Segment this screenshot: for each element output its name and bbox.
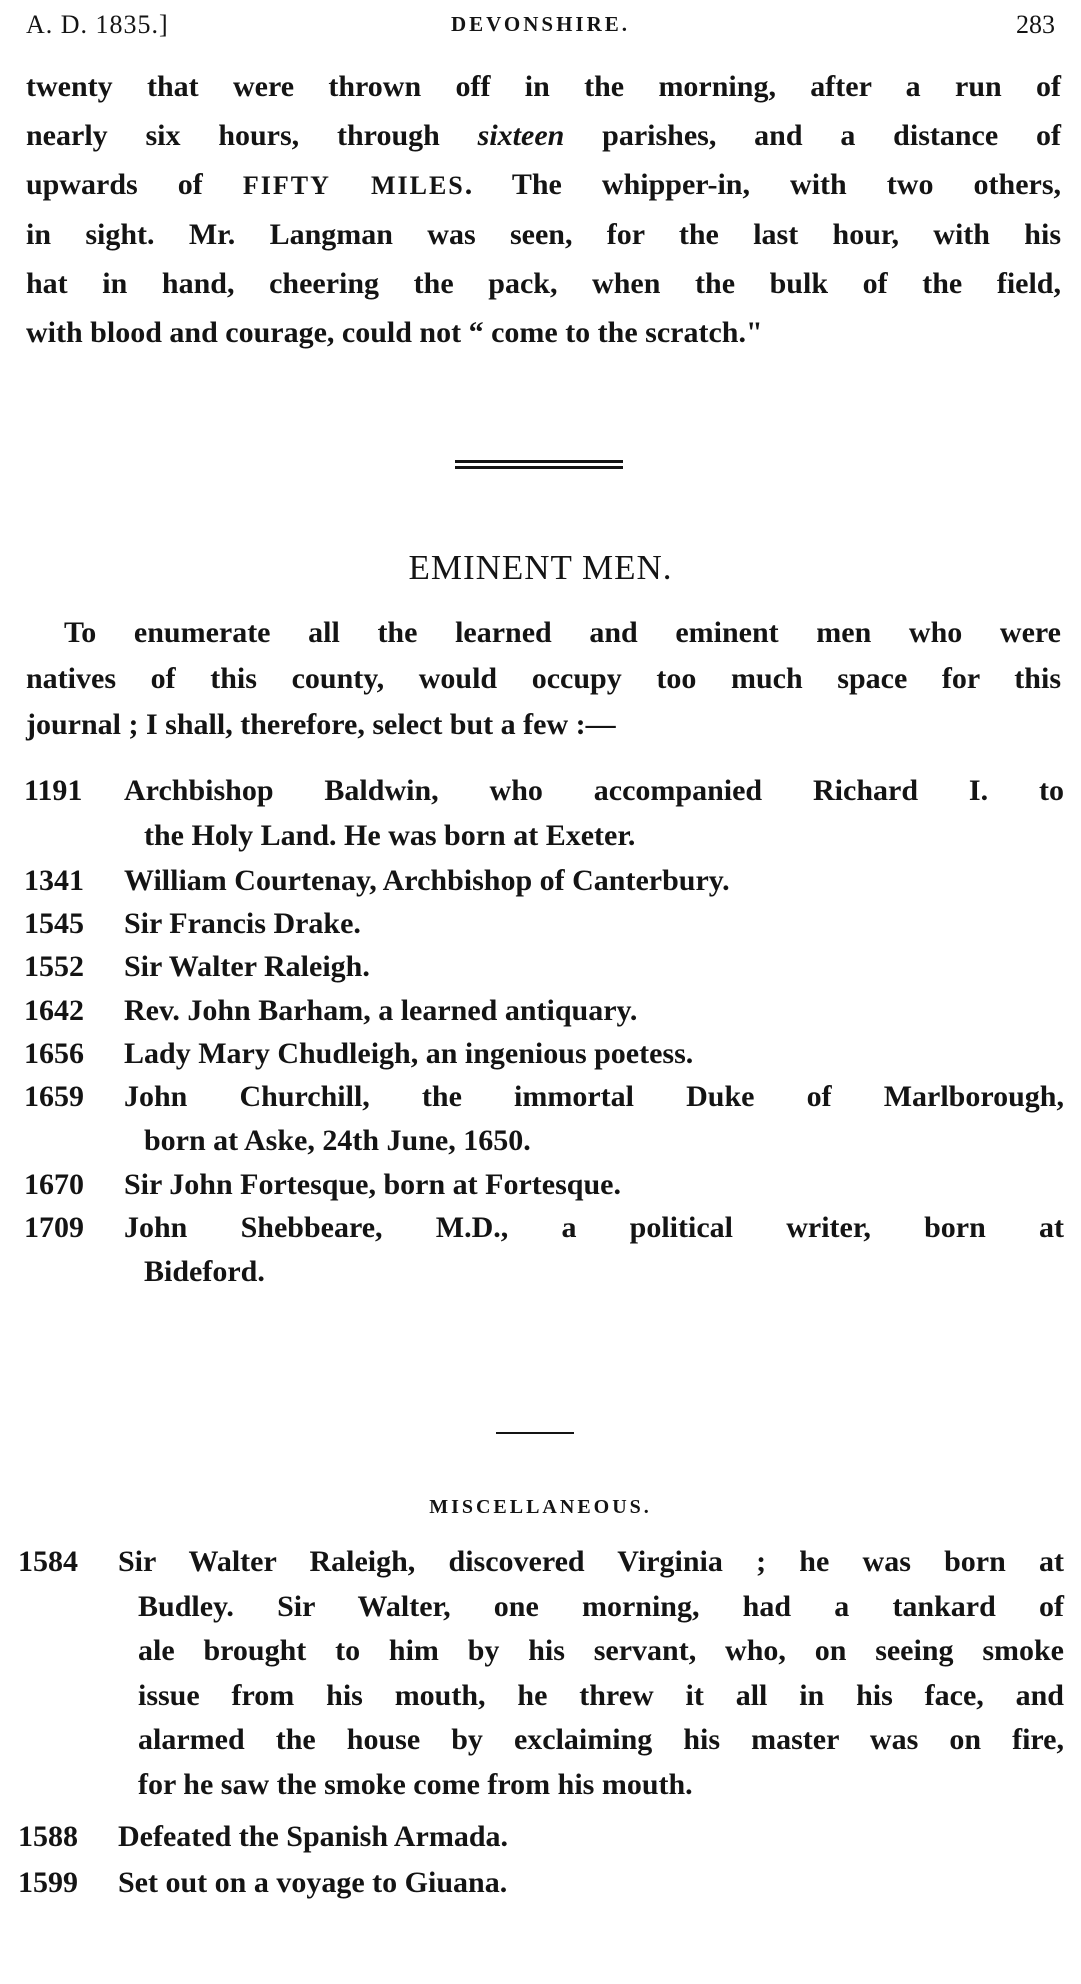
entry-text: born at Aske, 24th June, 1650. bbox=[144, 1124, 531, 1157]
list-item bbox=[24, 1163, 1064, 1206]
entry-text: Budley. Sir Walter, one morning, had a tankard of bbox=[138, 1589, 1064, 1623]
header-title: DEVONSHIRE. bbox=[450, 12, 631, 36]
list-item bbox=[24, 768, 1064, 858]
entry-year: 1552 bbox=[24, 950, 84, 983]
list-item bbox=[24, 903, 1064, 945]
paragraph-line: natives of this county, would occupy too much space for this bbox=[26, 662, 1061, 695]
list-item bbox=[24, 1032, 1064, 1075]
entry-text: Sir Walter Raleigh, discovered Virginia ; he was born at bbox=[118, 1545, 1064, 1578]
page-number: 283 bbox=[1016, 10, 1055, 39]
eminent-intro-paragraph bbox=[26, 610, 1061, 748]
list-item bbox=[24, 858, 1064, 903]
header-date: A. D. 1835.] bbox=[26, 10, 169, 39]
entry-year: 1599 bbox=[18, 1866, 78, 1899]
entry-year: 1709 bbox=[24, 1211, 84, 1244]
entry-year: 1341 bbox=[24, 864, 84, 897]
paragraph-line: hat in hand, cheering the pack, when the bulk of the field, bbox=[26, 267, 1061, 300]
paragraph-line: upwards of FIFTY MILES. The whipper-in, with two others, bbox=[26, 168, 1062, 201]
entry-year: 1642 bbox=[24, 994, 84, 1027]
entry-text: the Holy Land. He was born at Exeter. bbox=[144, 819, 636, 852]
paragraph-line: with blood and courage, could not “ come to the scratch." bbox=[26, 316, 763, 349]
entry-text: Sir Walter Raleigh. bbox=[124, 950, 370, 983]
entry-text: Archbishop Baldwin, who accompanied Richard I. to bbox=[124, 774, 1064, 807]
list-item bbox=[24, 1075, 1064, 1163]
emphasis-text: sixteen bbox=[477, 119, 565, 152]
entry-text: Bideford. bbox=[144, 1255, 265, 1288]
entry-text: Rev. John Barham, a learned antiquary. bbox=[124, 994, 638, 1027]
list-item bbox=[24, 1206, 1064, 1294]
paragraph-line: journal ; I shall, therefore, select but a few :— bbox=[26, 708, 616, 741]
section-title-eminent-men: EMINENT MEN. bbox=[408, 548, 673, 587]
entry-year: 1545 bbox=[24, 907, 84, 940]
entry-text: William Courtenay, Archbishop of Canterbury. bbox=[124, 864, 730, 897]
double-rule-divider bbox=[455, 460, 623, 472]
paragraph-line: To enumerate all the learned and eminent men who were bbox=[64, 616, 1061, 649]
entry-text: John Shebbeare, M.D., a political writer, born at bbox=[124, 1211, 1064, 1244]
entry-year: 1656 bbox=[24, 1037, 84, 1070]
entry-text: alarmed the house by exclaiming his master was on fire, bbox=[138, 1723, 1064, 1756]
entry-text: issue from his mouth, he threw it all in his face, and bbox=[138, 1678, 1064, 1712]
entry-text: Lady Mary Chudleigh, an ingenious poetess. bbox=[124, 1037, 694, 1070]
entry-text: Defeated the Spanish Armada. bbox=[118, 1820, 509, 1853]
paragraph-line: nearly six hours, through sixteen parishes, and a distance of bbox=[26, 119, 1062, 152]
running-header bbox=[26, 10, 1055, 50]
list-item bbox=[18, 1540, 1064, 1808]
list-item bbox=[24, 989, 1064, 1032]
entry-text: Sir John Fortesque, born at Fortesque. bbox=[124, 1168, 621, 1201]
paragraph-line: in sight. Mr. Langman was seen, for the last hour, with his bbox=[26, 218, 1061, 251]
list-item bbox=[18, 1860, 1064, 1906]
list-item bbox=[18, 1814, 1064, 1860]
entry-text: John Churchill, the immortal Duke of Marlborough, bbox=[124, 1080, 1064, 1113]
section-title-miscellaneous: MISCELLANEOUS. bbox=[429, 1496, 652, 1518]
opening-paragraph bbox=[26, 62, 1061, 357]
entry-text: for he saw the smoke come from his mouth. bbox=[138, 1767, 693, 1801]
entry-text: ale brought to him by his servant, who, on seeing smoke bbox=[138, 1634, 1064, 1667]
entry-year: 1584 bbox=[18, 1545, 78, 1578]
entry-year: 1659 bbox=[24, 1080, 84, 1113]
entry-text: Set out on a voyage to Giuana. bbox=[118, 1866, 508, 1899]
paragraph-line: twenty that were thrown off in the morning, after a run of bbox=[26, 70, 1061, 103]
single-rule-divider bbox=[496, 1432, 574, 1434]
miscellaneous-list bbox=[18, 1540, 1064, 1906]
entry-year: 1191 bbox=[24, 774, 83, 807]
entry-year: 1588 bbox=[18, 1820, 78, 1853]
list-item bbox=[24, 945, 1064, 989]
entry-year: 1670 bbox=[24, 1168, 84, 1201]
small-caps-text: FIFTY MILES bbox=[242, 171, 465, 200]
entry-text: Sir Francis Drake. bbox=[124, 907, 361, 940]
eminent-men-list bbox=[24, 768, 1064, 1294]
